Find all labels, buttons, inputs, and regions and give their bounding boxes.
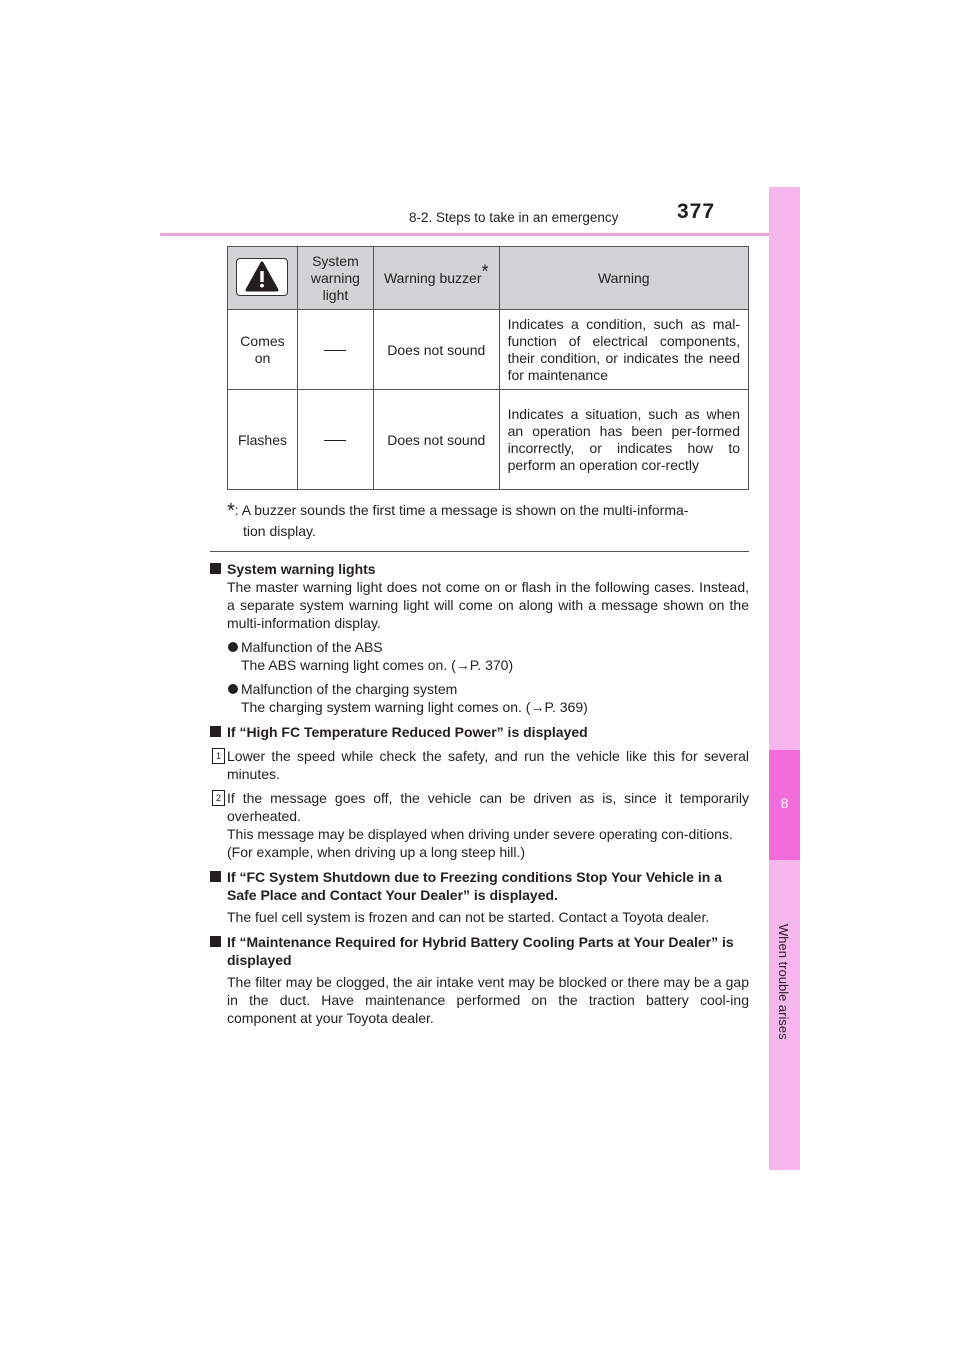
- header-divider: [160, 233, 800, 236]
- header-warning: Warning: [499, 247, 748, 310]
- header-system-warning-light: System warning light: [297, 247, 373, 310]
- step-item: 2 If the message goes off, the vehicle can be driven as is, since it temporarily overheated. This message may be displayed when driving under severe operating con-ditions. (For example, when driving up a long steep hill.): [210, 789, 749, 861]
- cell-warning: Indicates a condition, such as mal-function of electrical components, their condition, or indicates the need for maintenance: [499, 310, 748, 390]
- cell-warning: Indicates a situation, such as when an operation has been per-formed incorrectly, or indicates how to perform an operation cor-rectly: [499, 390, 748, 490]
- body-content: [210, 560, 749, 1027]
- cell-light: Comes on: [228, 310, 298, 390]
- header-icon-cell: [228, 247, 298, 310]
- paragraph: The filter may be clogged, the air intake vent may be blocked or there may be a gap in the duct. Have maintenance performed on the traction battery cool-ing component at your Toyota dealer.: [227, 974, 749, 1026]
- list-item: Malfunction of the charging system The charging system warning light comes on. (→P. 369): [210, 680, 749, 716]
- step-number: 1: [212, 748, 225, 764]
- header-warning-buzzer: Warning buzzer*: [373, 247, 499, 310]
- list-item: Malfunction of the ABS The ABS warning light comes on. (→P. 370): [210, 638, 749, 674]
- chapter-number: 8: [780, 795, 789, 811]
- chapter-title: When trouble arises: [776, 924, 791, 1040]
- page-number: 377: [677, 200, 716, 223]
- section-heading: If “High FC Temperature Reduced Power” is displayed: [210, 723, 749, 741]
- table-footnote: *: A buzzer sounds the first time a message is shown on the multi-informa- tion display.: [227, 500, 689, 539]
- table-row: [228, 390, 749, 490]
- cell-light: Flashes: [228, 390, 298, 490]
- section-heading: If “Maintenance Required for Hybrid Battery Cooling Parts at Your Dealer” is displayed: [210, 933, 749, 969]
- section-heading: If “FC System Shutdown due to Freezing conditions Stop Your Vehicle in a Safe Place and Contact Your Dealer” is displayed.: [210, 868, 749, 904]
- step-item: 1 Lower the speed while check the safety, and run the vehicle like this for several minutes.: [210, 747, 749, 783]
- paragraph: The fuel cell system is frozen and can not be started. Contact a Toyota dealer.: [227, 909, 710, 925]
- table-header-row: [228, 247, 749, 310]
- cell-buzzer: Does not sound: [373, 390, 499, 490]
- master-warning-icon: [236, 258, 288, 296]
- step-number: 2: [212, 790, 225, 806]
- table-row: [228, 310, 749, 390]
- warning-table: [227, 246, 749, 490]
- cell-dash: [297, 310, 373, 390]
- cell-dash: [297, 390, 373, 490]
- section-heading: System warning lights: [210, 560, 749, 578]
- section-divider: [210, 551, 749, 552]
- bullet-icon: [228, 684, 238, 694]
- paragraph: The master warning light does not come on or flash in the following cases. Instead, a separate system warning light will come on along with a message shown on the multi-information display.: [227, 579, 749, 631]
- cell-buzzer: Does not sound: [373, 310, 499, 390]
- section-title: 8-2. Steps to take in an emergency: [409, 210, 619, 225]
- bullet-icon: [228, 642, 238, 652]
